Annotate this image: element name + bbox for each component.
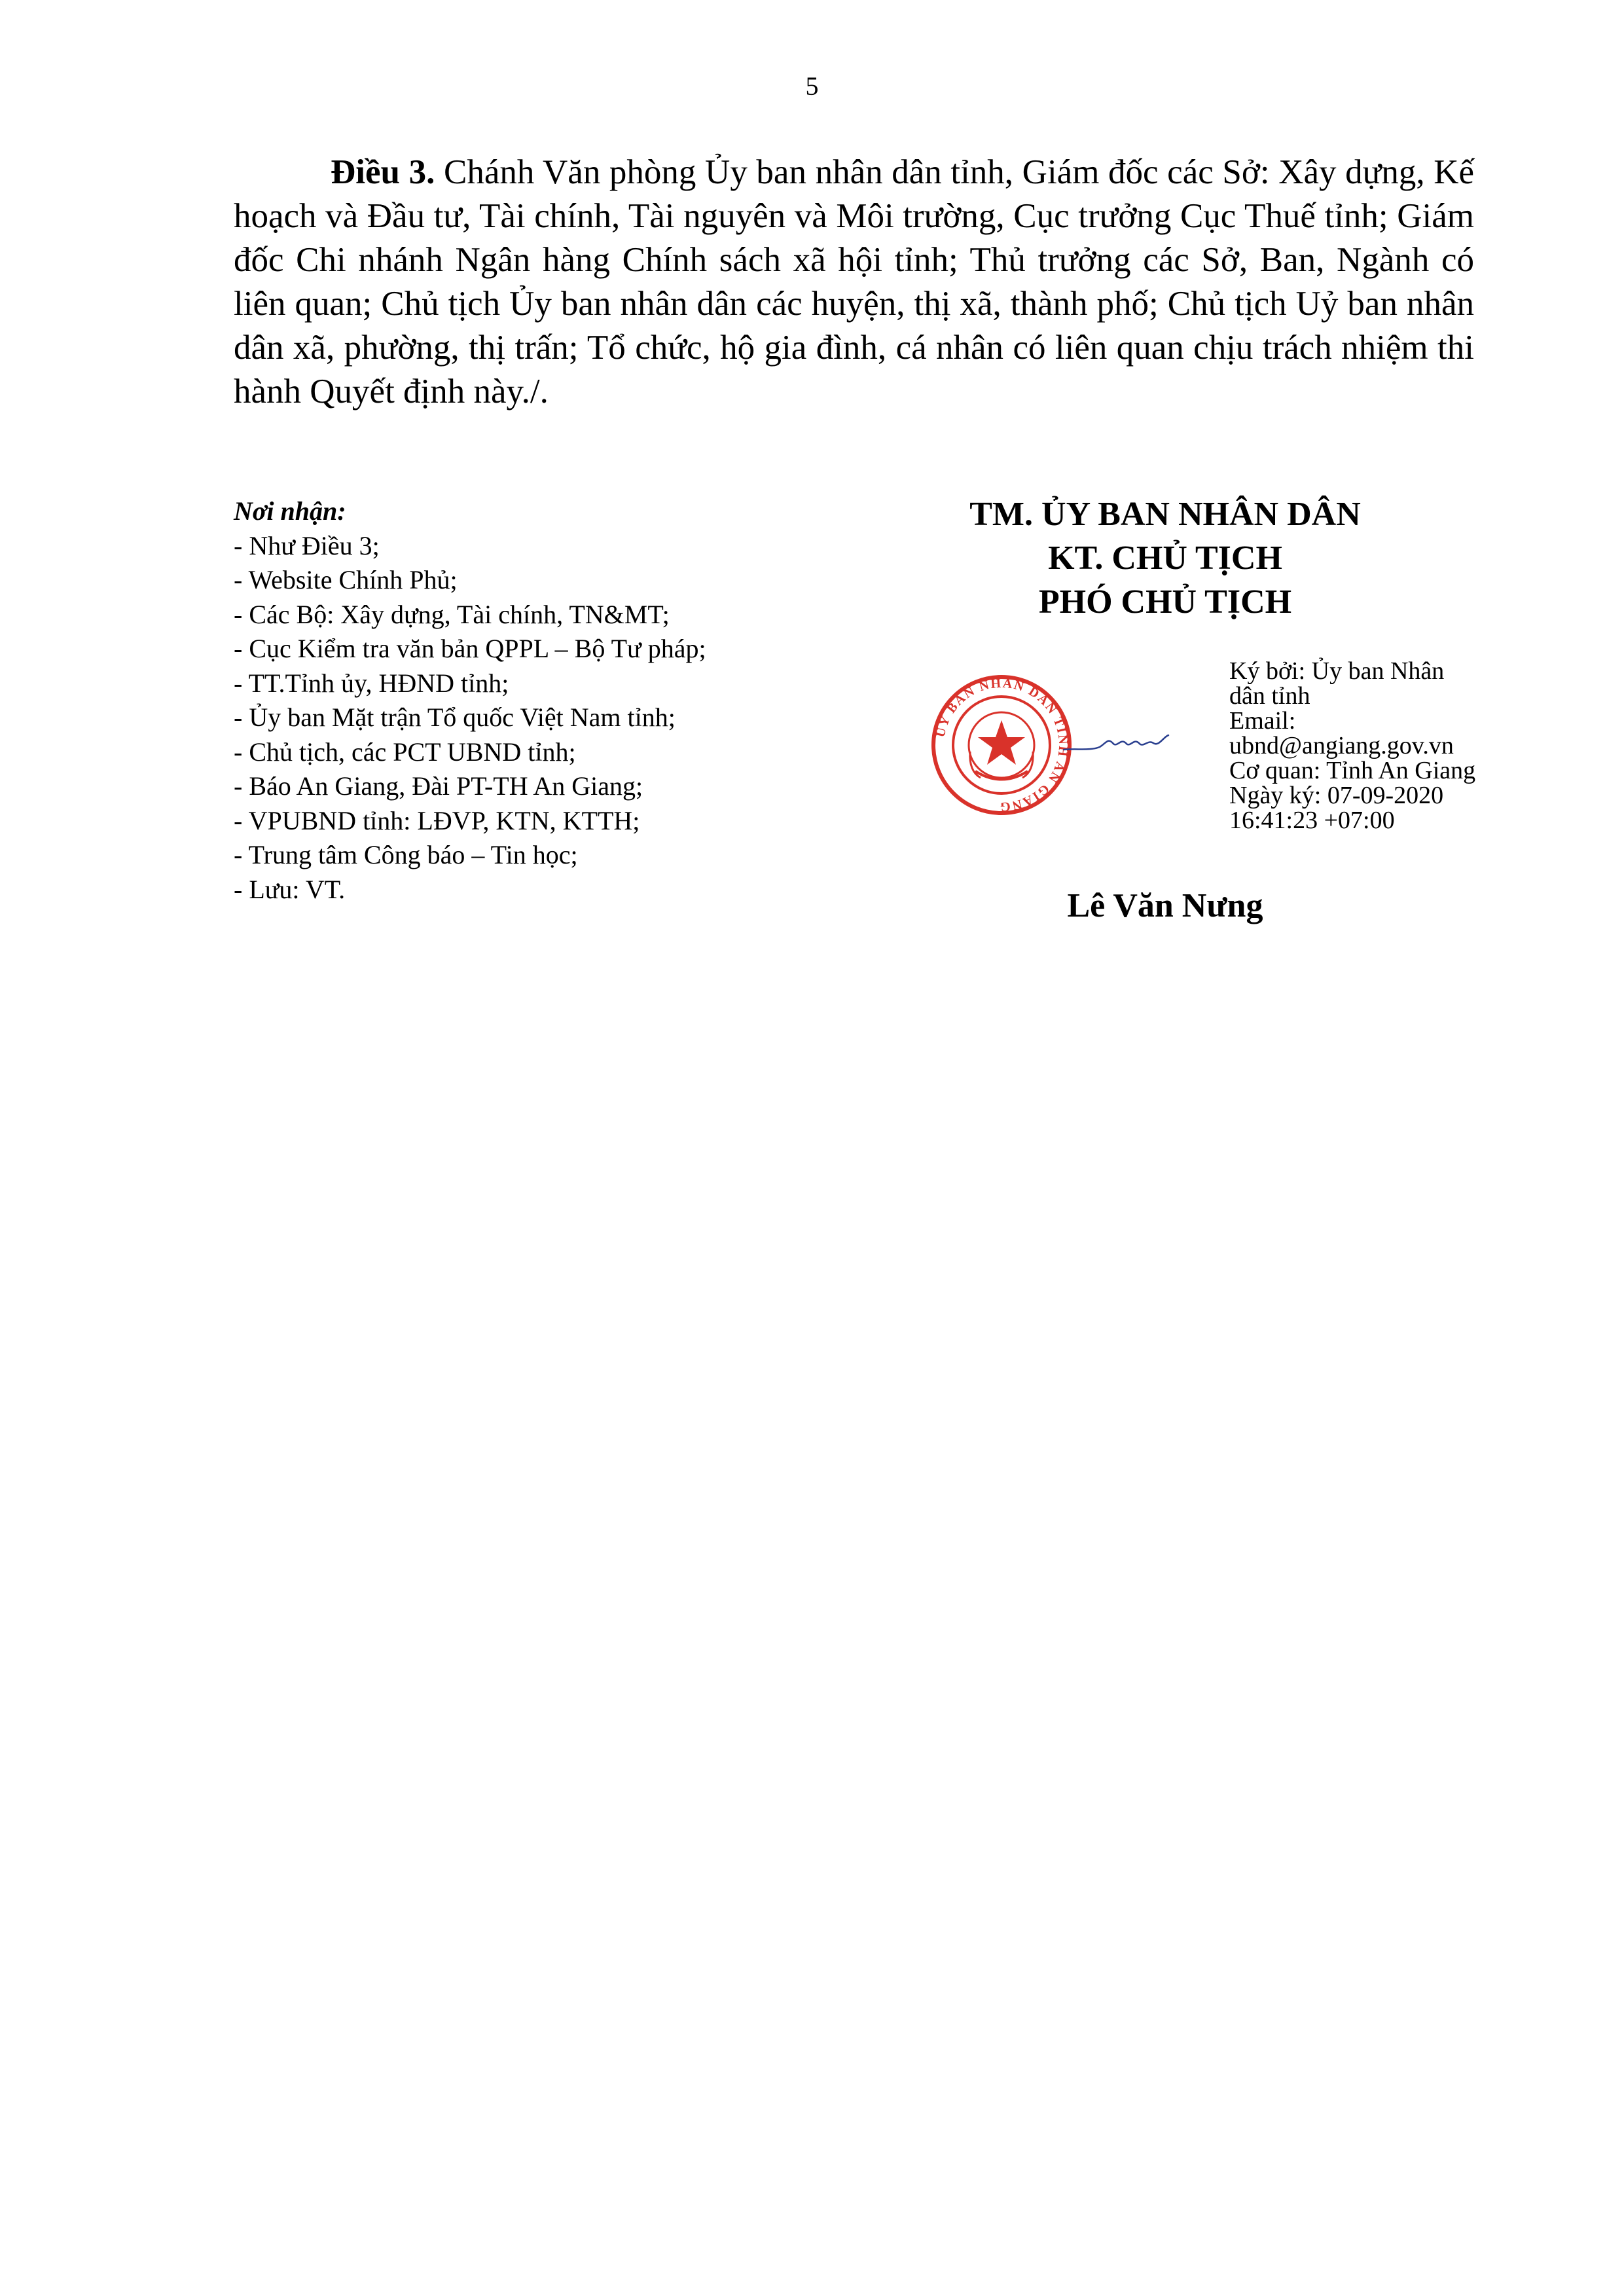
recipient-item: - Cục Kiểm tra văn bản QPPL – Bộ Tư pháp; bbox=[234, 634, 706, 663]
official-seal bbox=[929, 673, 1074, 817]
handwritten-signature bbox=[1060, 723, 1172, 763]
agency-line: Cơ quan: Tỉnh An Giang bbox=[1229, 757, 1476, 784]
article-3-text: Chánh Văn phòng Ủy ban nhân dân tỉnh, Giám đốc các Sở: Xây dựng, Kế hoạch và Đầu tư, Tài chính, Tài nguyên và Môi trường, Cục trưởng Cục Thuế tỉnh; Giám đốc Chi nhánh Ngân hàng Chính sách xã hội tỉnh; Thủ trưởng các Sở, Ban, Ngành có liên quan; Chủ tịch Ủy ban nhân dân các huyện, thị xã, thành phố; Chủ tịch Uỷ ban nhân dân xã, phường, thị trấn; Tổ chức, hộ gia đình, cá nhân có liên quan chịu trách nhiệm thi hành Quyết định này./. bbox=[234, 153, 1474, 410]
recipient-item: - Trung tâm Công báo – Tin học; bbox=[234, 840, 578, 869]
svg-text:ỦY BAN NHÂN DÂN TỈNH AN GIANG: ỦY BAN NHÂN DÂN TỈNH AN GIANG bbox=[933, 676, 1071, 814]
recipient-item: - Chủ tịch, các PCT UBND tỉnh; bbox=[234, 737, 576, 767]
digital-signature-info bbox=[1229, 659, 1504, 833]
recipients-list bbox=[234, 529, 888, 907]
signed-by-line-1: Ký bởi: Ủy ban Nhân bbox=[1229, 657, 1445, 685]
article-3-heading: Điều 3. bbox=[331, 153, 435, 191]
recipient-item: - Website Chính Phủ; bbox=[234, 565, 458, 594]
recipient-item: - Báo An Giang, Đài PT-TH An Giang; bbox=[234, 771, 643, 801]
signature-title-line-3: PHÓ CHỦ TỊCH bbox=[1038, 583, 1292, 621]
signature-title-block bbox=[903, 492, 1427, 624]
recipients-heading: Nơi nhận: bbox=[234, 496, 346, 526]
signed-by-line-2: dân tỉnh bbox=[1229, 682, 1310, 710]
recipient-item: - Ủy ban Mặt trận Tổ quốc Việt Nam tỉnh; bbox=[234, 702, 676, 732]
signer-name: Lê Văn Nưng bbox=[1067, 887, 1263, 924]
signature-title-line-1: TM. ỦY BAN NHÂN DÂN bbox=[969, 496, 1361, 533]
page-number: 5 bbox=[805, 71, 819, 101]
email-value: ubnd@angiang.gov.vn bbox=[1229, 732, 1454, 759]
article-3-paragraph bbox=[234, 151, 1474, 414]
recipient-item: - Các Bộ: Xây dựng, Tài chính, TN&MT; bbox=[234, 599, 670, 629]
email-label: Email: bbox=[1229, 707, 1296, 735]
recipients-block bbox=[234, 494, 888, 907]
signature-title-line-2: KT. CHỦ TỊCH bbox=[1048, 539, 1282, 577]
sign-date: Ngày ký: 07-09-2020 bbox=[1229, 782, 1444, 809]
recipient-item: - TT.Tỉnh ủy, HĐND tỉnh; bbox=[234, 668, 509, 698]
recipient-item: - Lưu: VT. bbox=[234, 874, 346, 904]
sign-time: 16:41:23 +07:00 bbox=[1229, 807, 1395, 834]
recipient-item: - VPUBND tỉnh: LĐVP, KTN, KTTH; bbox=[234, 805, 640, 835]
recipient-item: - Như Điều 3; bbox=[234, 530, 380, 560]
